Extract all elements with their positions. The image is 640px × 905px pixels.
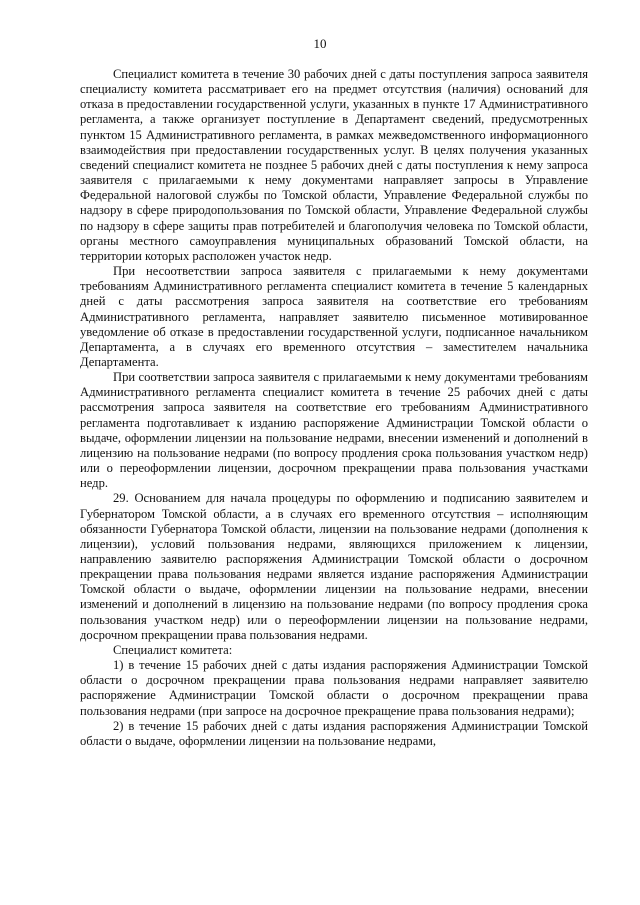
paragraph-subitem-1: 1) в течение 15 рабочих дней с даты издания распоряжения Администрации Томской области о досрочном прекращении права пользования недрами направляет заявителю распоряжение Администрации Томской области о досрочном прекращении права пользования недрами (при запросе на досрочное прекращение права пользования недрами);	[80, 658, 588, 718]
paragraph-item-29: 29. Основанием для начала процедуры по оформлению и подписанию заявителем и Губернатором Томской области, а в случаях его временного отсутствия – исполняющим обязанности Губернатора Томской области, лицензии на пользование недрами (дополнения к лицензии), условий пользования недрами, являющихся приложением к лицензии, направлению заявителю распоряжения Администрации Томской области о досрочном прекращении права пользования недрами является издание распоряжения Администрации Томской области о выдаче, оформлении лицензии на пользование недрами, внесении изменений и дополнений в лицензию на пользование недрами (по вопросу продления срока пользования участком недр) или о переоформлении лицензии на пользование недрами, досрочном прекращении права пользования недрами.	[80, 491, 588, 642]
paragraph-nonconformity: При несоответствии запроса заявителя с прилагаемыми к нему документами требованиям Административного регламента специалист комитета в течение 5 календарных дней с даты рассмотрения запроса заявителя на соответствие его требованиям Административного регламента, направляет заявителю письменное мотивированное уведомление об отказе в предоставлении государственной услуги, подписанное начальником Департамента, а в случаях его временного отсутствия – заместителем начальника Департамента.	[80, 264, 588, 369]
paragraph-specialist-heading: Специалист комитета:	[113, 642, 233, 657]
page-number: 10	[313, 36, 327, 51]
paragraph-conformity: При соответствии запроса заявителя с прилагаемыми к нему документами требованиям Административного регламента специалист комитета в течение 25 рабочих дней с даты рассмотрения запроса заявителя на соответствие его требованиям Административного регламента подготавливает к изданию распоряжение Администрации Томской области о выдаче, оформлении лицензии на пользование недрами, внесении изменений и дополнений в лицензию на пользование недрами (по вопросу продления срока пользования участком недр) или о переоформлении лицензии, досрочном прекращении права пользования участками недр.	[80, 370, 588, 491]
paragraph-subitem-2: 2) в течение 15 рабочих дней с даты издания распоряжения Администрации Томской области о выдаче, оформлении лицензии на пользование недрами,	[80, 718, 588, 748]
document-body	[80, 67, 588, 749]
paragraph-specialist-review: Специалист комитета в течение 30 рабочих дней с даты поступления запроса заявителя специалисту комитета рассматривает его на предмет отсутствия (наличия) оснований для отказа в предоставлении государственной услуги, указанных в пункте 17 Административного регламента, а также организует поступление в Департамент сведений, предусмотренных пунктом 15 Административного регламента, в рамках межведомственного информационного взаимодействия при предоставлении государственных услуг. В целях получения указанных сведений специалист комитета не позднее 5 рабочих дней с даты поступления к нему запроса заявителя с прилагаемыми к нему документами направляет запросы в Управление Федеральной налоговой службы по Томской области, Управление Федеральной службы по надзору в сфере природопользования по Томской области, Управление Федеральной службы по надзору в сфере защиты прав потребителей и благополучия человека по Томской области, органы местного самоуправления муниципальных образований Томской области, на территории которых расположен участок недр.	[80, 67, 588, 263]
